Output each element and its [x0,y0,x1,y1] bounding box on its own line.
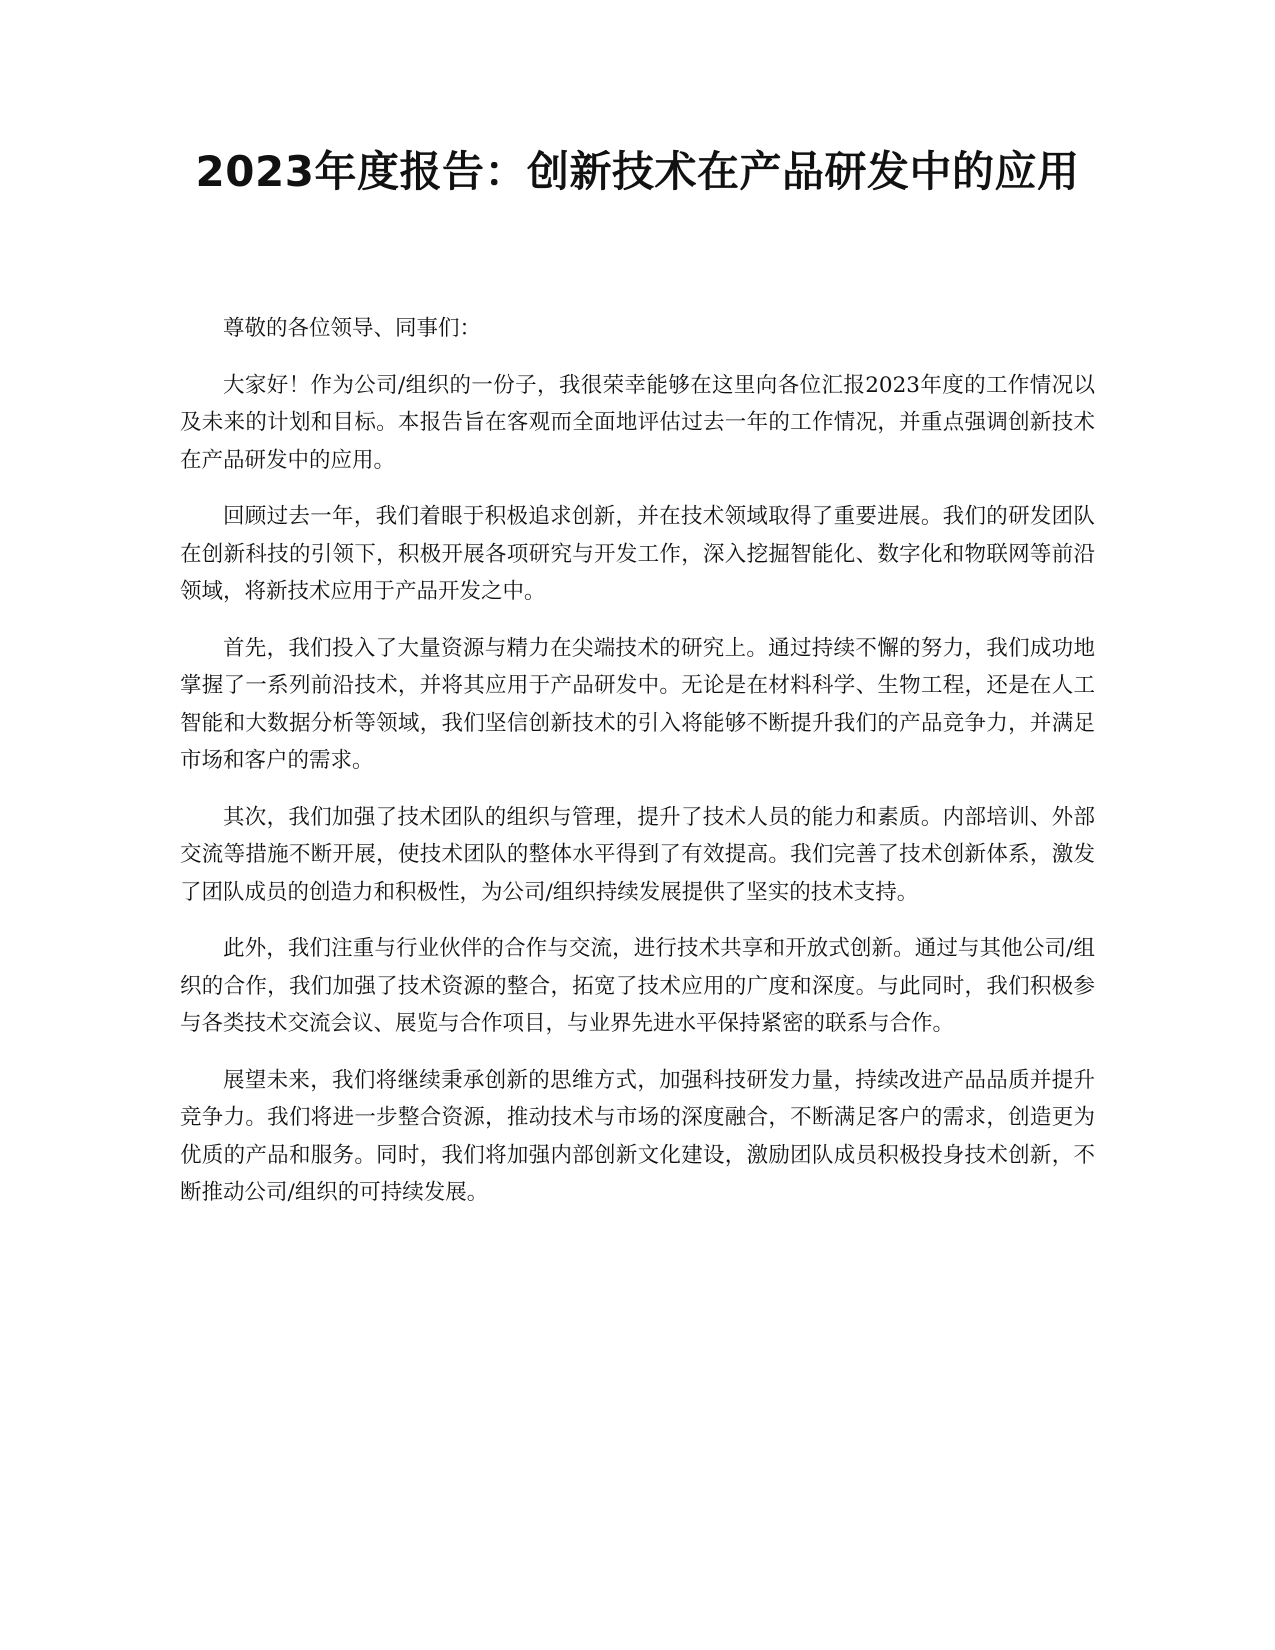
paragraph-intro: 大家好！作为公司/组织的一份子，我很荣幸能够在这里向各位汇报2023年度的工作情况以及未来的计划和目标。本报告旨在客观而全面地评估过去一年的工作情况，并重点强调创新技术在产品研发中的应用。 [180,372,1095,473]
paragraph-second: 其次，我们加强了技术团队的组织与管理，提升了技术人员的能力和素质。内部培训、外部交流等措施不断开展，使技术团队的整体水平得到了有效提高。我们完善了技术创新体系，激发了团队成员的创造力和积极性，为公司/组织持续发展提供了坚实的技术支持。 [180,804,1095,905]
salutation: 尊敬的各位领导、同事们： [223,316,482,341]
document-title: 2023年度报告：创新技术在产品研发中的应用 [195,147,1080,196]
paragraph-additionally: 此外，我们注重与行业伙伴的合作与交流，进行技术共享和开放式创新。通过与其他公司/组织的合作，我们加强了技术资源的整合，拓宽了技术应用的广度和深度。与此同时，我们积极参与各类技术交流会议、展览与合作项目，与业界先进水平保持紧密的联系与合作。 [180,936,1095,1036]
paragraph-first: 首先，我们投入了大量资源与精力在尖端技术的研究上。通过持续不懈的努力，我们成功地掌握了一系列前沿技术，并将其应用于产品研发中。无论是在材料科学、生物工程，还是在人工智能和大数据分析等领域，我们坚信创新技术的引入将能够不断提升我们的产品竞争力，并满足市场和客户的需求。 [180,635,1095,773]
document-body [180,310,1095,1231]
paragraph-review: 回顾过去一年，我们着眼于积极追求创新，并在技术领域取得了重要进展。我们的研发团队在创新科技的引领下，积极开展各项研究与开发工作，深入挖掘智能化、数字化和物联网等前沿领域，将新技术应用于产品开发之中。 [180,504,1095,604]
paragraph-outlook: 展望未来，我们将继续秉承创新的思维方式，加强科技研发力量，持续改进产品品质并提升竞争力。我们将进一步整合资源，推动技术与市场的深度融合，不断满足客户的需求，创造更为优质的产品和服务。同时，我们将加强内部创新文化建设，激励团队成员积极投身技术创新，不断推动公司/组织的可持续发展。 [180,1067,1095,1205]
